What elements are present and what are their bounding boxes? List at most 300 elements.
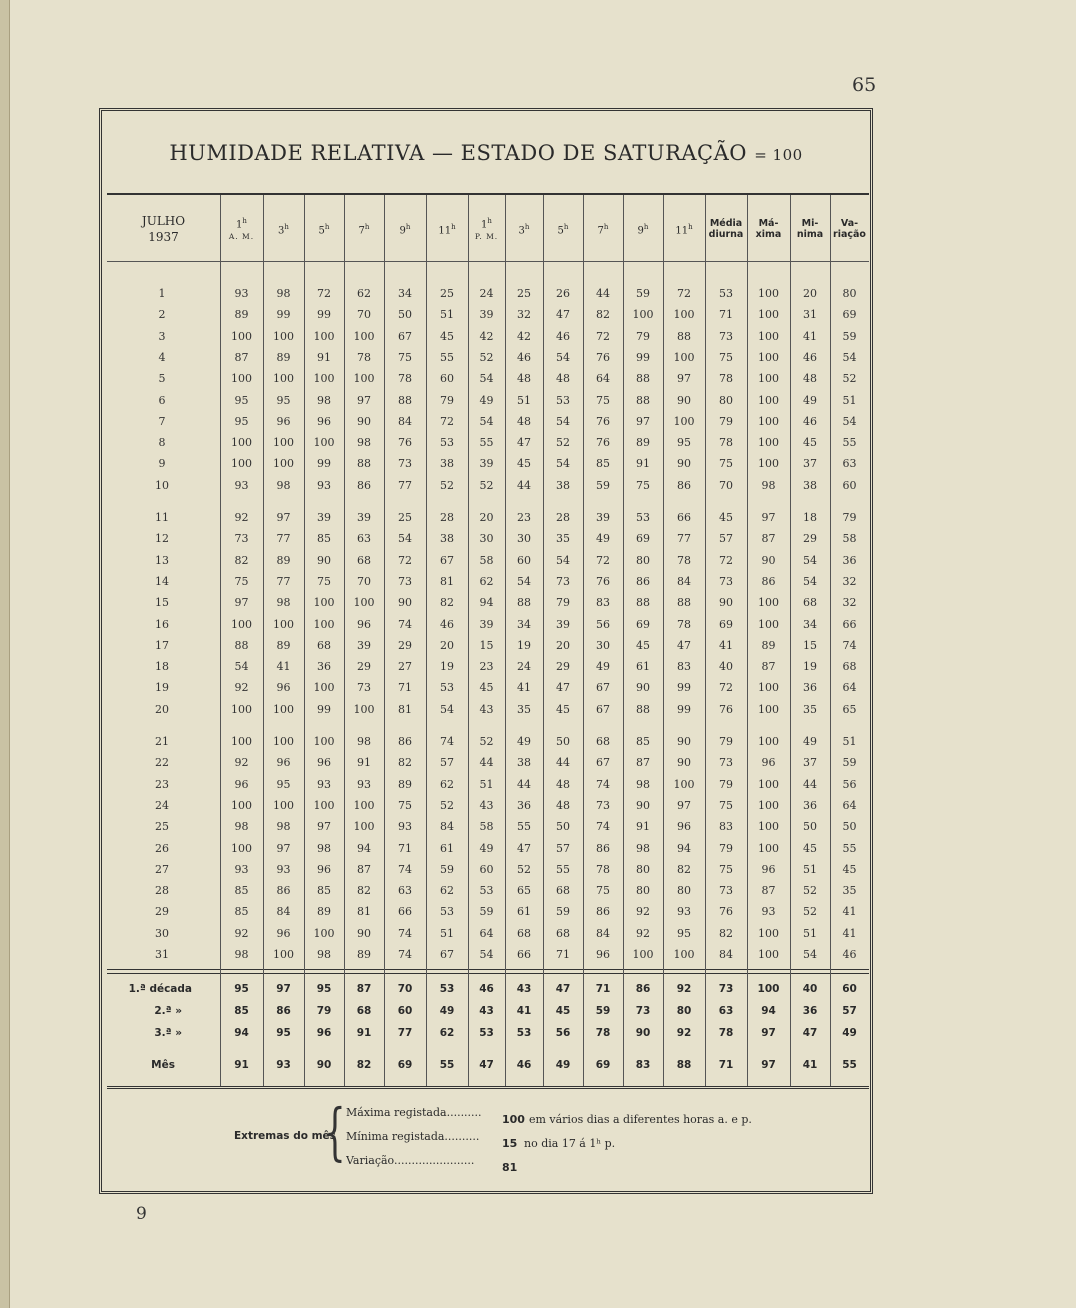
row-value: 85 [636,735,650,748]
row-value: 53 [636,511,650,524]
row-value: 93 [761,905,776,919]
row-value: 51 [803,926,817,940]
row-value: 71 [556,948,570,961]
header-media-line2: diurna [708,229,744,240]
row-value: 32 [517,308,531,322]
row-value: 71 [398,841,412,855]
row-value: 59 [440,862,454,876]
row-value: 100 [353,798,375,812]
row-value: 54 [517,574,531,588]
table-row [107,901,869,922]
table-row [107,635,869,656]
row-value: 71 [719,308,733,322]
header-date [107,203,220,255]
row-value: 100 [231,702,252,716]
table-row [107,453,869,474]
row-value: 85 [317,532,331,546]
row-value: 98 [357,735,371,748]
row-value: 96 [317,756,331,770]
row-value: 53 [719,287,733,300]
page-edge [0,0,10,1308]
row-value: 100 [313,372,335,386]
row-value: 55 [842,436,857,450]
summary-value: 49 [555,1059,571,1071]
row-value: 18 [803,511,817,524]
row-day: 23 [155,777,169,791]
row-value: 100 [353,372,375,386]
row-value: 91 [357,756,371,770]
summary-value: 47 [479,1059,494,1071]
row-day: 22 [155,756,169,770]
extremes-label: Extremas do mês [234,1130,336,1142]
header-hour-sup: h [603,222,609,231]
row-value: 85 [317,884,331,898]
row-value: 86 [276,884,291,898]
header-hour-label [438,221,455,237]
summary-value: 45 [555,1005,571,1017]
table-row [107,944,869,965]
row-value: 100 [353,820,375,834]
row-value: 80 [842,287,857,300]
row-value: 89 [234,308,249,322]
row-value: 84 [677,574,691,588]
row-value: 72 [719,553,733,567]
summary-value: 55 [842,1059,857,1071]
row-value: 37 [803,457,817,471]
summary-value: 47 [555,983,571,995]
row-value: 68 [803,596,817,610]
header-hour-label [319,221,330,237]
row-value: 95 [234,393,249,407]
header-hour-sup: h [405,222,411,231]
summary-value: 53 [516,1027,532,1039]
row-day: 5 [158,372,166,386]
summary-value: 69 [397,1059,413,1071]
summary-value: 93 [276,1059,291,1071]
row-value: 80 [636,884,650,898]
summary-value: 57 [842,1005,857,1017]
header-hour-sup: h [487,216,492,225]
row-value: 100 [758,372,779,386]
row-value: 65 [517,884,531,898]
extreme-var-line [346,1151,524,1174]
row-value: 83 [677,660,691,674]
row-value: 51 [842,393,857,407]
row-value: 67 [440,948,454,961]
row-value: 98 [276,478,291,492]
row-day: 15 [155,596,169,610]
row-value: 99 [276,308,291,322]
row-value: 87 [357,862,371,876]
row-day: 18 [155,660,169,674]
table-row [107,411,869,432]
row-value: 78 [357,350,371,364]
row-value: 90 [719,596,733,610]
header-minima-line1: Mi- [801,218,819,229]
row-value: 100 [758,329,779,343]
row-value: 75 [398,350,412,364]
row-value: 73 [556,574,570,588]
row-value: 42 [479,329,494,343]
row-value: 98 [276,820,291,834]
row-value: 75 [317,574,331,588]
summary-value: 90 [316,1059,332,1071]
row-value: 35 [803,702,817,716]
extreme-min-name: Mínima registada.......... [346,1130,480,1143]
row-value: 41 [517,681,531,695]
row-value: 27 [398,660,412,674]
row-value: 29 [556,660,570,674]
row-value: 79 [719,841,733,855]
row-value: 65 [842,702,857,716]
row-value: 99 [636,350,650,364]
table-row [107,507,869,528]
row-value: 49 [479,841,494,855]
row-value: 74 [398,862,412,876]
row-day: 2 [158,308,166,322]
summary-value: 71 [718,1059,734,1071]
row-value: 30 [517,532,531,546]
column-divider [220,195,221,1086]
header-maxima [747,203,790,255]
row-value: 45 [517,457,531,471]
row-value: 95 [276,777,291,791]
row-value: 38 [440,532,454,546]
row-value: 75 [719,798,733,812]
row-value: 59 [479,905,494,919]
row-value: 69 [719,617,733,631]
summary-label: 2.ª » [154,1005,182,1017]
row-value: 67 [596,756,610,770]
row-value: 85 [596,457,610,471]
row-value: 67 [440,553,454,567]
row-value: 53 [479,884,494,898]
row-value: 50 [842,820,857,834]
row-value: 99 [677,681,691,695]
row-value: 85 [234,905,249,919]
row-value: 55 [556,862,570,876]
row-value: 76 [596,574,610,588]
column-divider [747,195,748,1086]
row-value: 100 [273,798,294,812]
row-day: 10 [155,478,169,492]
row-value: 100 [758,735,779,748]
row-value: 100 [273,735,294,748]
row-value: 97 [234,596,249,610]
row-value: 54 [803,553,817,567]
row-value: 100 [231,436,252,450]
row-value: 60 [440,372,454,386]
row-value: 48 [556,777,570,791]
row-value: 77 [276,574,291,588]
header-hour [663,203,705,255]
header-hour-number: 7 [358,225,365,237]
row-value: 92 [234,756,249,770]
row-value: 23 [479,660,494,674]
row-value: 19 [517,638,531,652]
row-value: 100 [758,702,779,716]
row-value: 100 [273,617,294,631]
column-divider [790,195,791,1086]
row-value: 91 [636,457,650,471]
row-value: 51 [479,777,494,791]
summary-value: 43 [516,983,532,995]
row-value: 74 [596,777,610,791]
row-value: 100 [758,596,779,610]
row-value: 56 [842,777,857,791]
row-value: 50 [803,820,817,834]
row-value: 75 [719,350,733,364]
row-value: 66 [517,948,531,961]
row-value: 84 [276,905,291,919]
row-value: 69 [636,617,650,631]
row-value: 100 [353,702,375,716]
row-value: 90 [398,596,412,610]
row-value: 39 [479,617,494,631]
row-value: 35 [517,702,531,716]
row-value: 52 [556,436,570,450]
month-extremes [102,1097,870,1177]
row-value: 97 [317,820,331,834]
row-value: 72 [719,681,733,695]
row-day: 6 [158,393,166,407]
row-value: 67 [596,702,610,716]
header-hour-label [558,221,569,237]
row-value: 94 [479,596,494,610]
row-value: 64 [479,926,494,940]
row-value: 49 [803,735,817,748]
row-value: 73 [719,756,733,770]
row-value: 100 [313,596,335,610]
column-divider [263,195,264,1086]
summary-row [107,1023,869,1043]
header-hour-number: 7 [597,225,604,237]
row-value: 51 [517,393,531,407]
row-value: 81 [398,702,412,716]
header-hour-number: 9 [637,225,644,237]
row-value: 34 [398,287,412,300]
row-value: 37 [803,756,817,770]
summary-label: 1.ª década [128,983,192,995]
title-suffix: = 100 [754,146,803,164]
row-value: 58 [479,553,494,567]
summary-row [107,1055,869,1075]
row-value: 86 [357,478,371,492]
row-value: 64 [596,372,610,386]
row-value: 35 [842,884,857,898]
row-value: 76 [596,350,610,364]
table-row [107,752,869,773]
row-value: 56 [596,617,610,631]
row-value: 100 [273,457,294,471]
row-value: 63 [398,884,412,898]
row-value: 92 [234,511,249,524]
row-value: 45 [479,681,494,695]
row-value: 92 [636,905,650,919]
row-value: 100 [273,948,294,961]
table-row [107,592,869,613]
extreme-min-value: 15 [502,1137,518,1150]
row-value: 88 [398,393,412,407]
column-divider [830,195,831,1086]
row-value: 92 [234,926,249,940]
header-hour-number: 1 [481,219,488,231]
row-value: 90 [357,414,371,428]
summary-row [107,979,869,999]
row-value: 83 [596,596,610,610]
row-value: 52 [479,735,494,748]
row-value: 73 [719,574,733,588]
row-value: 100 [231,798,252,812]
row-value: 52 [440,478,454,492]
row-value: 31 [803,308,817,322]
row-value: 24 [479,287,494,300]
row-value: 70 [719,478,733,492]
header-hour-label [598,221,609,237]
row-value: 78 [677,617,691,631]
row-value: 73 [398,574,412,588]
row-value: 53 [556,393,570,407]
row-value: 66 [842,617,857,631]
row-value: 93 [234,287,249,300]
row-value: 53 [440,436,454,450]
row-value: 54 [479,372,494,386]
row-value: 83 [719,820,733,834]
row-value: 49 [479,393,494,407]
row-value: 19 [440,660,454,674]
row-value: 96 [357,617,371,631]
header-hour-sup: h [324,222,330,231]
row-value: 48 [517,414,531,428]
row-value: 68 [357,553,371,567]
row-value: 54 [556,457,570,471]
row-value: 99 [317,702,331,716]
row-value: 80 [636,862,650,876]
table-row [107,347,869,368]
row-value: 87 [761,532,776,546]
row-value: 47 [517,436,531,450]
row-value: 73 [719,329,733,343]
row-value: 84 [719,948,733,961]
row-value: 54 [234,660,249,674]
row-value: 100 [313,436,335,450]
row-value: 76 [398,436,412,450]
summary-value: 80 [676,1005,692,1017]
row-value: 49 [517,735,531,748]
row-value: 47 [517,841,531,855]
row-value: 94 [357,841,371,855]
row-value: 55 [842,841,857,855]
row-value: 80 [677,884,691,898]
header-hour-sup: h [643,222,649,231]
header-hour-sup: h [284,222,289,231]
row-value: 46 [556,329,570,343]
row-value: 100 [758,457,779,471]
row-value: 48 [556,798,570,812]
header-hour-sup: h [451,222,456,231]
row-value: 98 [234,948,249,961]
row-value: 70 [357,574,371,588]
summary-value: 91 [234,1059,249,1071]
row-value: 81 [357,905,371,919]
row-value: 54 [440,702,454,716]
header-hour [304,203,344,255]
row-value: 54 [556,350,570,364]
title-main: HUMIDADE RELATIVA — ESTADO DE SATURAÇÃO [169,141,747,165]
header-hour [505,203,543,255]
row-value: 52 [479,350,494,364]
row-value: 39 [596,511,610,524]
row-value: 48 [556,372,570,386]
row-day: 16 [155,617,169,631]
row-value: 68 [556,926,570,940]
row-value: 100 [758,393,779,407]
extreme-max-value: 100 [502,1113,525,1126]
row-value: 36 [317,660,331,674]
header-hour-label [278,221,289,237]
row-value: 90 [357,926,371,940]
row-value: 88 [636,393,650,407]
column-divider [304,195,305,1086]
row-value: 85 [234,884,249,898]
table-row [107,838,869,859]
row-value: 47 [556,308,570,322]
summary-value: 49 [439,1005,455,1017]
column-divider [384,195,385,1086]
row-value: 35 [556,532,570,546]
row-value: 90 [677,393,691,407]
table-row [107,731,869,752]
summary-value: 95 [276,1027,291,1039]
header-minima-line2: nima [796,229,824,240]
row-day: 19 [155,681,169,695]
row-value: 61 [440,841,454,855]
row-value: 90 [636,798,650,812]
row-value: 47 [677,638,691,652]
row-value: 43 [479,798,494,812]
row-value: 84 [596,926,610,940]
row-value: 78 [398,372,412,386]
column-divider [663,195,664,1086]
summary-value: 90 [635,1027,651,1039]
row-value: 64 [842,798,857,812]
column-divider [426,195,427,1086]
row-value: 71 [398,681,412,695]
row-value: 41 [842,905,857,919]
row-value: 75 [398,798,412,812]
row-value: 74 [398,926,412,940]
row-value: 100 [353,329,375,343]
summary-value: 88 [676,1059,692,1071]
row-value: 48 [803,372,817,386]
header-rule [107,261,869,262]
row-value: 57 [556,841,570,855]
row-value: 32 [842,596,857,610]
row-value: 97 [677,798,691,812]
summary-value: 43 [479,1005,494,1017]
summary-value: 95 [234,983,249,995]
row-value: 82 [440,596,454,610]
row-value: 72 [440,414,454,428]
row-value: 51 [440,308,454,322]
row-value: 54 [479,948,494,961]
row-value: 59 [842,756,857,770]
summary-value: 49 [842,1027,857,1039]
summary-value: 87 [356,983,372,995]
row-value: 100 [273,436,294,450]
header-month: JULHO [141,214,186,228]
row-value: 53 [440,905,454,919]
